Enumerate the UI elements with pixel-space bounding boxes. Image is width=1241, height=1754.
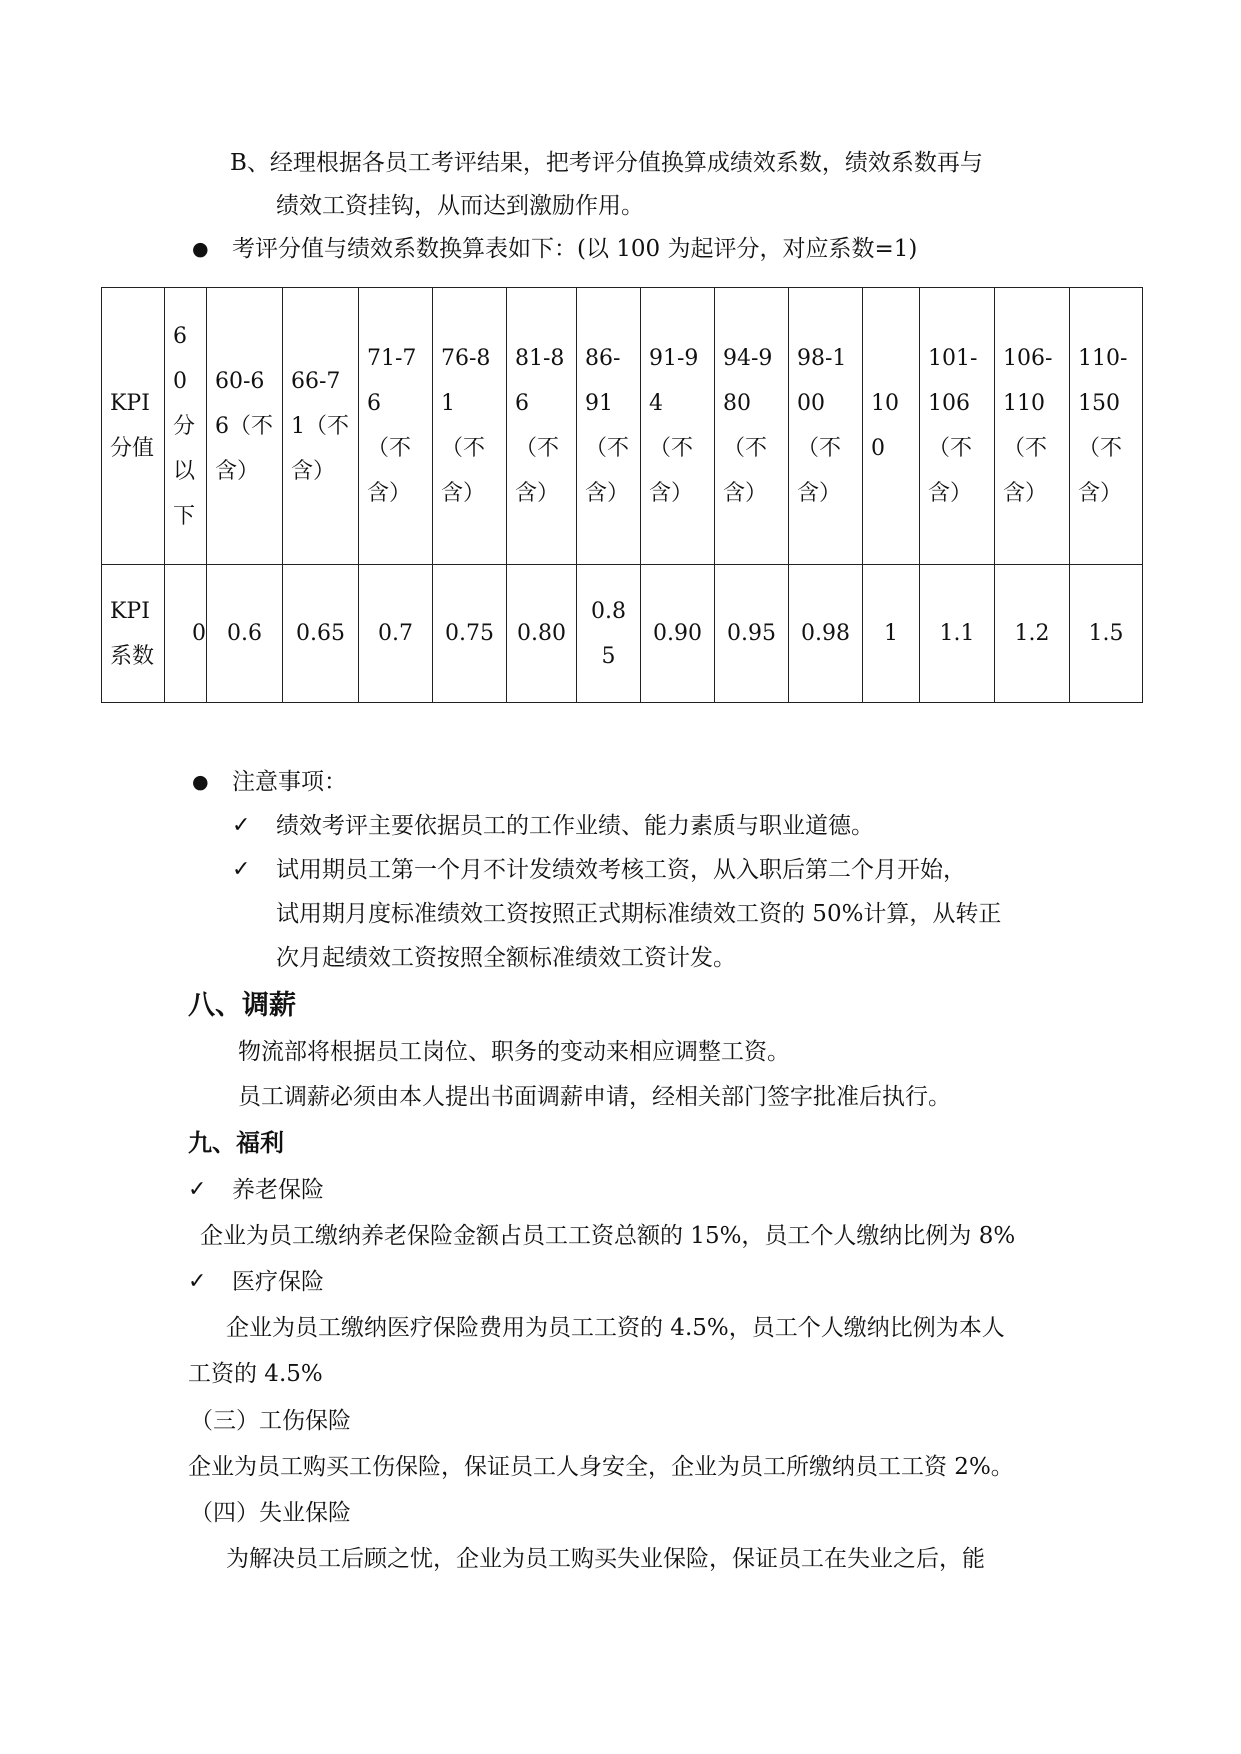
check-icon: ✓ [188, 1177, 207, 1202]
table-caption: 考评分值与绩效系数换算表如下：(以 100 为起评分，对应系数=1) [232, 236, 918, 262]
injury-text: 企业为员工购买工伤保险，保证员工人身安全，企业为员工所缴纳员工工资 2%。 [188, 1454, 1014, 1480]
score-cell: 106-110（不含） [995, 288, 1070, 565]
notes-item-1: 绩效考评主要依据员工的工作业绩、能力素质与职业道德。 [276, 813, 874, 839]
kpi-score-row [102, 288, 1143, 565]
medical-title: 医疗保险 [232, 1269, 324, 1295]
score-cell: 110-150（不含） [1070, 288, 1143, 565]
coefficient-cell: 0.95 [715, 565, 789, 703]
kpi-conversion-table [101, 287, 1143, 703]
coefficient-cell: 0 [165, 565, 207, 703]
unemployment-text: 为解决员工后顾之忧，企业为员工购买失业保险，保证员工在失业之后，能 [226, 1546, 985, 1572]
coefficient-header-cell: KPI系数 [102, 565, 165, 703]
score-cell: 81-86（不含） [507, 288, 577, 565]
section-8-paragraph-2: 员工调薪必须由本人提出书面调薪申请，经相关部门签字批准后执行。 [238, 1084, 951, 1110]
score-cell: 101-106（不含） [920, 288, 995, 565]
notes-item-2-line-3: 次月起绩效工资按照全额标准绩效工资计发。 [276, 945, 736, 971]
coefficient-cell: 0.85 [577, 565, 641, 703]
check-icon: ✓ [232, 813, 251, 838]
notes-title: 注意事项： [232, 769, 347, 795]
coefficient-cell: 0.98 [789, 565, 863, 703]
check-icon: ✓ [232, 857, 251, 882]
score-cell: 86-91（不含） [577, 288, 641, 565]
bullet-icon: ● [192, 238, 209, 260]
score-cell: 100 [863, 288, 920, 565]
score-cell: 98-100（不含） [789, 288, 863, 565]
intro-line-2: 绩效工资挂钩，从而达到激励作用。 [276, 193, 644, 219]
coefficient-cell: 0.65 [283, 565, 359, 703]
score-cell: 60分以下 [165, 288, 207, 565]
coefficient-cell: 0.90 [641, 565, 715, 703]
coefficient-cell: 1.5 [1070, 565, 1143, 703]
pension-title: 养老保险 [232, 1177, 324, 1203]
score-cell: 91-94（不含） [641, 288, 715, 565]
intro-line-1: B、经理根据各员工考评结果，把考评分值换算成绩效系数，绩效系数再与 [230, 150, 983, 176]
coefficient-cell: 0.75 [433, 565, 507, 703]
notes-item-2-line-1: 试用期员工第一个月不计发绩效考核工资，从入职后第二个月开始， [276, 857, 966, 883]
section-8-heading: 八、调薪 [188, 990, 296, 1021]
coefficient-cell: 1 [863, 565, 920, 703]
score-cell: 66-71（不含） [283, 288, 359, 565]
check-icon: ✓ [188, 1269, 207, 1294]
pension-text: 企业为员工缴纳养老保险金额占员工工资总额的 15%，员工个人缴纳比例为 8% [200, 1223, 1016, 1249]
score-cell: 94-980（不含） [715, 288, 789, 565]
coefficient-cell: 1.1 [920, 565, 995, 703]
score-cell: 76-81（不含） [433, 288, 507, 565]
coefficient-cell: 0.6 [207, 565, 283, 703]
notes-item-2-line-2: 试用期月度标准绩效工资按照正式期标准绩效工资的 50%计算，从转正 [276, 901, 1002, 927]
score-header-cell: KPI分值 [102, 288, 165, 565]
bullet-icon: ● [192, 771, 209, 793]
medical-text-line-2: 工资的 4.5% [188, 1361, 323, 1387]
coefficient-cell: 0.7 [359, 565, 433, 703]
section-9-heading: 九、福利 [188, 1129, 284, 1157]
section-8-paragraph-1: 物流部将根据员工岗位、职务的变动来相应调整工资。 [238, 1039, 790, 1065]
medical-text-line-1: 企业为员工缴纳医疗保险费用为员工工资的 4.5%，员工个人缴纳比例为本人 [226, 1315, 1005, 1341]
unemployment-title: （四）失业保险 [190, 1500, 351, 1526]
coefficient-cell: 1.2 [995, 565, 1070, 703]
injury-title: （三）工伤保险 [190, 1408, 351, 1434]
kpi-coefficient-row [102, 565, 1143, 703]
coefficient-cell: 0.80 [507, 565, 577, 703]
score-cell: 71-76（不含） [359, 288, 433, 565]
score-cell: 60-66（不含） [207, 288, 283, 565]
